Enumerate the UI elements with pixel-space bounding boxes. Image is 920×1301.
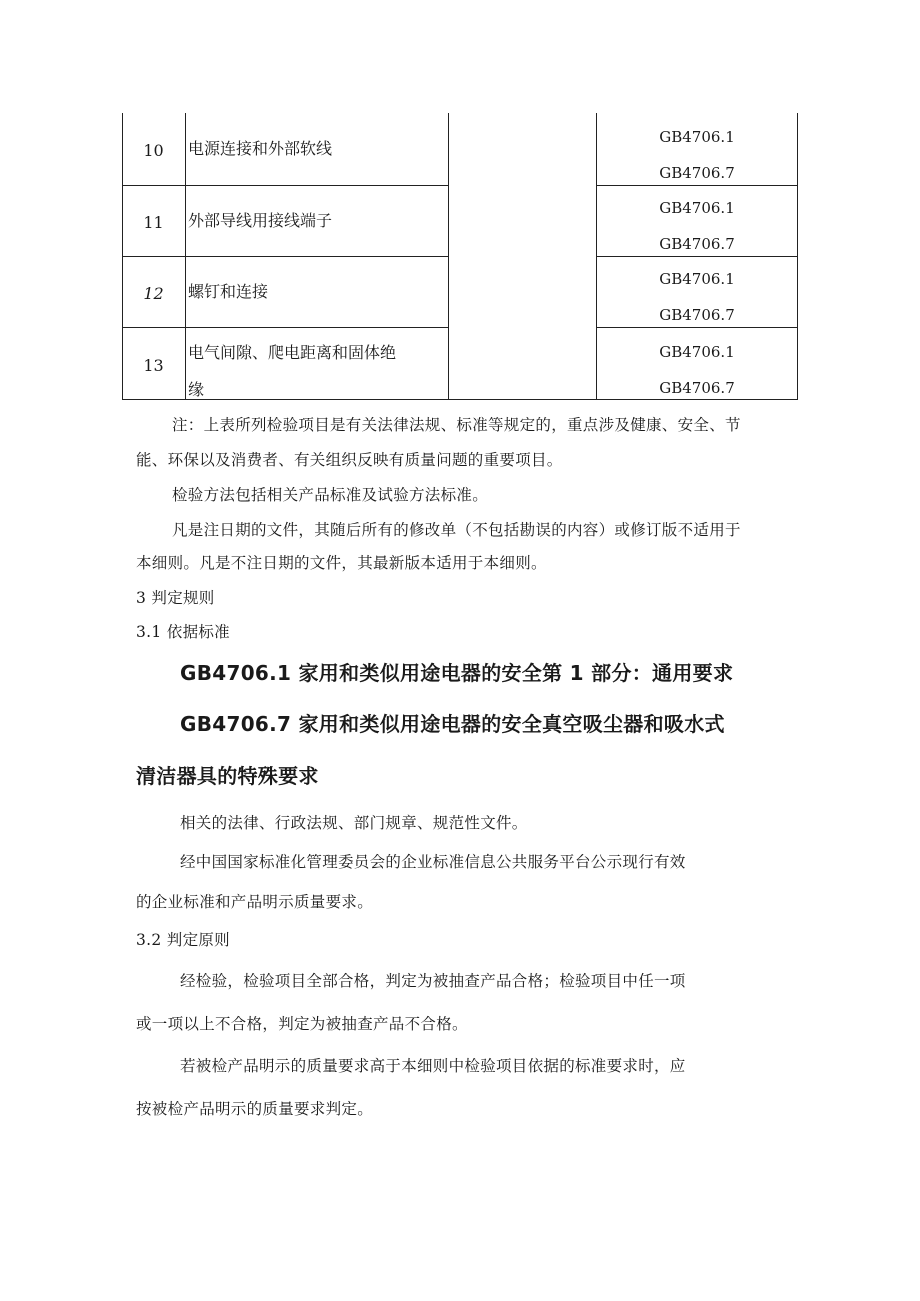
table-right-border: [797, 113, 798, 400]
standard-ref: GB4706.7: [659, 379, 735, 397]
dated-docs-note: 凡是注日期的文件，其随后所有的修改单（不包括勘误的内容）或修订版不适用于: [172, 521, 741, 539]
row-divider: [185, 185, 448, 186]
row-divider: [122, 185, 185, 186]
standard-ref: GB4706.1: [659, 343, 735, 361]
subsection-heading: 3.1 依据标准: [136, 623, 230, 641]
item-name: 电气间隙、爬电距离和固体绝: [188, 343, 397, 362]
paragraph: 若被检产品明示的质量要求高于本细则中检验项目依据的标准要求时，应: [180, 1057, 686, 1075]
item-name: 螺钉和连接: [188, 282, 269, 301]
paragraph: 的企业标准和产品明示质量要求。: [136, 893, 374, 911]
note-line: 注：上表所列检验项目是有关法律法规、标准等规定的，重点涉及健康、安全、节: [172, 416, 741, 434]
method-note: 检验方法包括相关产品标准及试验方法标准。: [172, 486, 489, 504]
standard-title: GB4706.7 家用和类似用途电器的安全真空吸尘器和吸水式: [180, 712, 725, 736]
standard-ref: GB4706.1: [659, 270, 735, 288]
note-line: 能、环保以及消费者、有关组织反映有质量问题的重要项目。: [136, 451, 563, 469]
row-number: 12: [143, 284, 164, 303]
item-name-continued: 缘: [188, 380, 205, 399]
column-divider: [185, 113, 186, 400]
paragraph: 经中国国家标准化管理委员会的企业标准信息公共服务平台公示现行有效: [180, 853, 686, 871]
standard-ref: GB4706.1: [659, 199, 735, 217]
inspection-items-table: [122, 113, 798, 400]
row-number: 13: [143, 356, 164, 375]
row-divider: [185, 256, 448, 257]
column-divider: [448, 113, 449, 400]
paragraph: 或一项以上不合格，判定为被抽查产品不合格。: [136, 1015, 468, 1033]
subsection-heading: 3.2 判定原则: [136, 931, 230, 949]
standard-ref: GB4706.7: [659, 306, 735, 324]
dated-docs-note: 本细则。凡是不注日期的文件，其最新版本适用于本细则。: [136, 554, 547, 572]
section-heading: 3 判定规则: [136, 589, 215, 607]
standard-ref: GB4706.1: [659, 128, 735, 146]
row-divider: [185, 327, 448, 328]
row-number: 10: [143, 141, 164, 160]
paragraph: 按被检产品明示的质量要求判定。: [136, 1100, 374, 1118]
standard-title: GB4706.1 家用和类似用途电器的安全第 1 部分：通用要求: [180, 661, 734, 685]
row-divider: [122, 327, 185, 328]
standard-ref: GB4706.7: [659, 164, 735, 182]
item-name: 电源连接和外部软线: [188, 139, 333, 158]
row-divider: [122, 256, 185, 257]
paragraph: 相关的法律、行政法规、部门规章、规范性文件。: [180, 814, 528, 832]
standard-title-continued: 清洁器具的特殊要求: [136, 764, 319, 788]
row-number: 11: [143, 213, 164, 232]
standard-ref: GB4706.7: [659, 235, 735, 253]
item-name: 外部导线用接线端子: [188, 211, 333, 230]
paragraph: 经检验，检验项目全部合格，判定为被抽查产品合格；检验项目中任一项: [180, 972, 686, 990]
